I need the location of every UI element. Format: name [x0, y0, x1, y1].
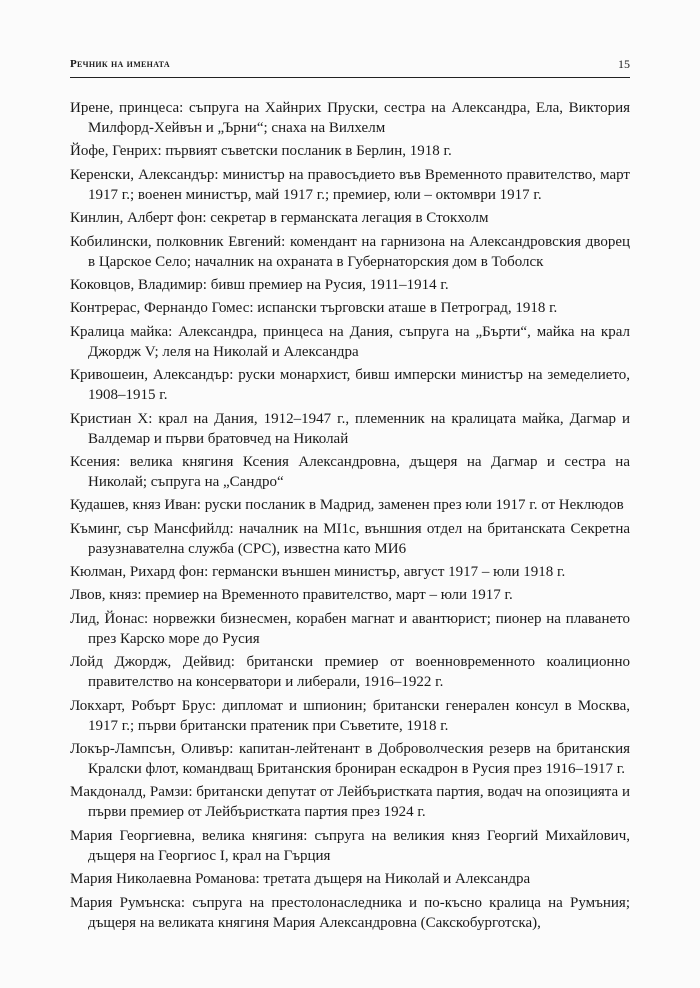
index-entry: Йофе, Генрих: първият съветски посланик в Берлин, 1918 г.: [70, 143, 452, 160]
index-entry: Коковцов, Владимир: бивш премиер на Русия, 1911–1914 г.: [70, 276, 449, 293]
running-header: [70, 58, 630, 76]
header-rule: [70, 77, 630, 78]
index-entry: Кобилински, полковник Евгений: комендант на гарнизона на Александровския дворец в Царское Село; началник на охраната в Губернаторския дом в Тоболск: [70, 233, 630, 270]
index-entry: Лойд Джордж, Дейвид: британски премиер от военновременното коалиционно правителство на консерватори и либерали, 1916–1922 г.: [70, 654, 630, 691]
index-entry: Локхарт, Робърт Брус: дипломат и шпионин; британски генерален консул в Москва, 1917 г.; първи британски пратеник при Съветите, 1918 г.: [70, 697, 630, 734]
index-entry: Керенски, Александър: министър на правосъдието във Временното правителство, март 1917 г.; военен министър, май 1917 г.; премиер, юли – октомври 1917 г.: [70, 166, 630, 203]
index-entry: Къминг, сър Мансфийлд: началник на MI1c, външния отдел на британската Секретна разузнавателна служба (СРС), известна като МИ6: [70, 520, 630, 557]
index-entry: Мария Румънска: съпруга на престолонаследника и по-късно кралица на Румъния; дъщеря на великата княгиня Мария Александровна (Сакскобурготска),: [70, 894, 630, 931]
index-entry: Мария Георгиевна, велика княгиня: съпруга на великия княз Георгий Михайлович, дъщеря на Георгиос I, крал на Гърция: [70, 827, 630, 864]
index-entry: Кривошеин, Александър: руски монархист, бивш имперски министър на земеделието, 1908–1915 г.: [70, 367, 630, 404]
index-entry: Лвов, княз: премиер на Временното правителство, март – юли 1917 г.: [70, 587, 513, 604]
index-entry: Локър-Лампсън, Оливър: капитан-лейтенант в Доброволческия резерв на британския Кралски флот, командващ Британския брониран ескадрон в Русия през 1916–1917 г.: [70, 741, 630, 778]
running-title: Речник на имената: [70, 58, 170, 70]
index-entry: Лид, Йонас: норвежки бизнесмен, корабен магнат и авантюрист; пионер на плаването през Карско море до Русия: [70, 610, 630, 647]
page-number: 15: [618, 57, 630, 71]
index-entry: Кудашев, княз Иван: руски посланик в Мадрид, заменен през юли 1917 г. от Неклюдов: [70, 497, 624, 514]
index-entry: Ирене, принцеса: съпруга на Хайнрих Пруски, сестра на Александра, Ела, Виктория Милфорд-Хейвън и „Ърни“; снаха на Вилхелм: [70, 100, 630, 136]
index-entry: Кристиан X: крал на Дания, 1912–1947 г., племенник на кралицата майка, Дагмар и Валдемар и първи братовчед на Николай: [70, 410, 630, 447]
name-index-list: [70, 98, 630, 936]
index-entry: Кинлин, Алберт фон: секретар в германската легация в Стокхолм: [70, 210, 489, 227]
index-entry: Макдоналд, Рамзи: британски депутат от Лейбъристката партия, водач на опозицията и първи премиер от Лейбъристката партия през 1924 г.: [70, 784, 630, 821]
index-entry: Кюлман, Рихард фон: германски външен министър, август 1917 – юли 1918 г.: [70, 564, 566, 581]
index-entry: Ксения: велика княгиня Ксения Александровна, дъщеря на Дагмар и сестра на Николай; съпруга на „Сандро“: [70, 453, 630, 490]
index-entry: Мария Николаевна Романова: третата дъщеря на Николай и Александра: [70, 871, 531, 888]
index-entry: Кралица майка: Александра, принцеса на Дания, съпруга на „Бърти“, майка на крал Джордж V; леля на Николай и Александра: [70, 323, 630, 360]
index-entry: Контрерас, Фернандо Гомес: испански търговски аташе в Петроград, 1918 г.: [70, 300, 558, 317]
